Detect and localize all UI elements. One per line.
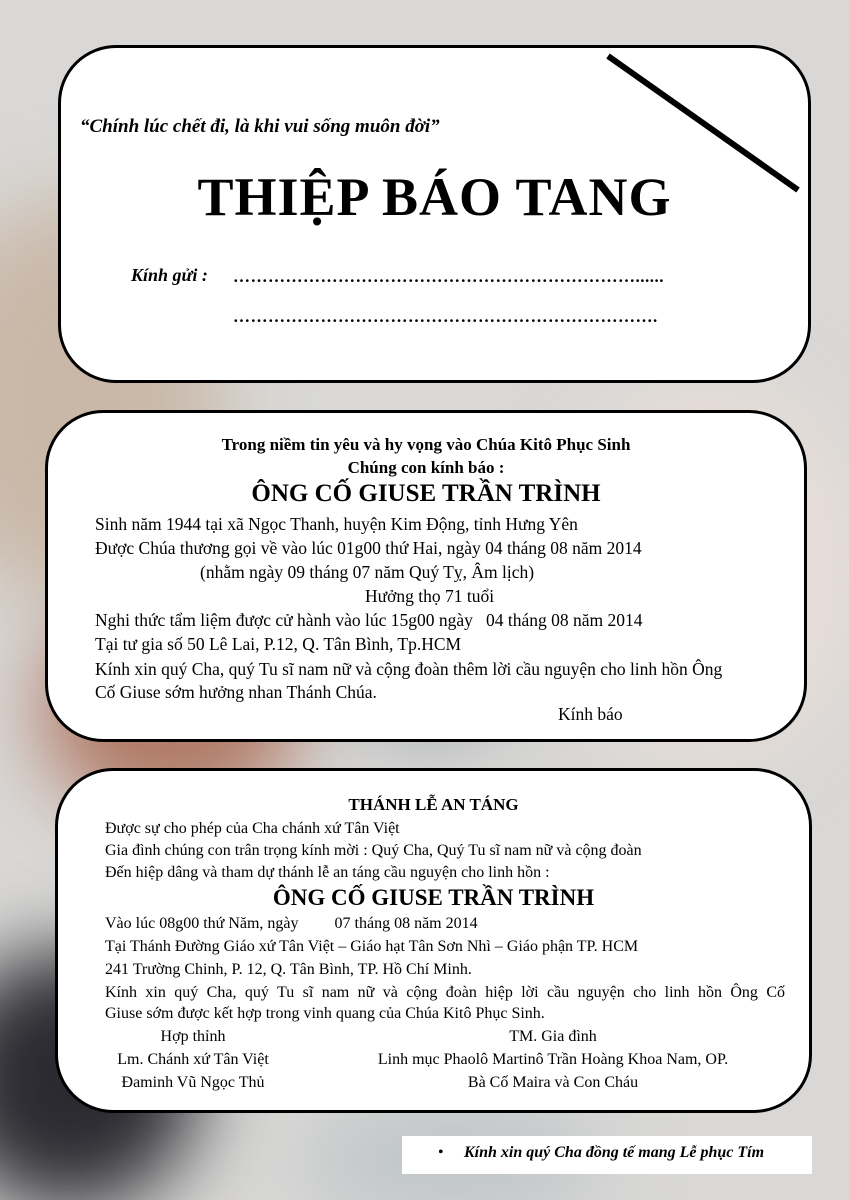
mass-place: Tại Thánh Đường Giáo xứ Tân Việt – Giáo hạt Tân Sơn Nhì – Giáo phận TP. HCM (105, 938, 639, 955)
deceased-name: ÔNG CỐ GIUSE TRẦN TRÌNH (251, 480, 601, 507)
birth-line: Sinh năm 1944 tại xã Ngọc Thanh, huyện Kim Động, tỉnh Hưng Yên (95, 514, 578, 534)
notice-line: Chúng con kính báo : (347, 458, 505, 477)
footer-note (402, 1136, 812, 1174)
mass-time: Vào lúc 08g00 thứ Năm, ngày 07 tháng 08 năm 2014 (105, 915, 478, 932)
prayer-line: Kính xin quý Cha, quý Tu sĩ nam nữ và cộng đoàn hiệp lời cầu nguyện cho linh hồn Ông Cố (105, 984, 785, 1001)
attend-line: Đến hiệp dâng và tham dự thánh lễ an táng cầu nguyện cho linh hồn : (105, 864, 550, 881)
recipient-line: ………………………………………………………………. (233, 307, 658, 326)
footer-text: Kính xin quý Cha đồng tế mang Lễ phục Tím (464, 1144, 765, 1161)
card-title: THIỆP BÁO TANG (197, 167, 672, 227)
mass-address: 241 Trường Chinh, P. 12, Q. Tân Bình, TP. Hồ Chí Minh. (105, 961, 472, 978)
lunar-date: (nhằm ngày 09 tháng 07 năm Quý Tỵ, Âm lịch) (200, 562, 535, 582)
family-title: TM. Gia đình (509, 1028, 597, 1045)
prayer-line: Cố Giuse sớm hưởng nhan Thánh Chúa. (95, 682, 377, 702)
intro-line: Trong niềm tin yêu và hy vọng vào Chúa Kitô Phục Sinh (221, 435, 631, 454)
age-line: Hưởng thọ 71 tuổi (365, 586, 495, 606)
family-priest: Linh mục Phaolô Martinô Trần Hoàng Khoa Nam, OP. (377, 1051, 729, 1068)
officiant-role: Lm. Chánh xứ Tân Việt (117, 1051, 269, 1068)
funeral-mass-card (55, 768, 812, 1113)
recipient-line: ……………………………………………………………...... (233, 267, 664, 286)
family-block (353, 1025, 753, 1094)
officiant-block (98, 1025, 288, 1094)
mass-heading: THÁNH LỄ AN TÁNG (348, 795, 519, 814)
prayer-line: Kính xin quý Cha, quý Tu sĩ nam nữ và cộng đoàn thêm lời cầu nguyện cho linh hồn Ông (95, 659, 723, 679)
family-members: Bà Cố Maira và Con Cháu (467, 1074, 639, 1091)
permission-line: Được sự cho phép của Cha chánh xứ Tân Việt (105, 820, 400, 837)
recipient-label: Kính gửi : (131, 265, 208, 285)
closing: Kính báo (558, 704, 623, 724)
bullet-icon: • (438, 1144, 444, 1161)
prayer-line: Giuse sớm được kết hợp trong vinh quang của Chúa Kitô Phục Sinh. (105, 1005, 545, 1022)
header-card (58, 45, 811, 383)
officiant-title: Hợp thỉnh (160, 1028, 226, 1045)
deceased-name: ÔNG CỐ GIUSE TRẦN TRÌNH (272, 885, 595, 910)
invite-line: Gia đình chúng con trân trọng kính mời : Quý Cha, Quý Tu sĩ nam nữ và cộng đoàn (105, 842, 642, 859)
officiant-name: Đaminh Vũ Ngọc Thủ (121, 1074, 265, 1091)
announcement-card (45, 410, 807, 742)
ceremony-line: Nghi thức tẩm liệm được cử hành vào lúc 15g00 ngày 04 tháng 08 năm 2014 (95, 610, 643, 630)
death-line: Được Chúa thương gọi về vào lúc 01g00 thứ Hai, ngày 04 tháng 08 năm 2014 (95, 538, 642, 558)
quote: “Chính lúc chết đi, là khi vui sống muôn đời” (80, 116, 440, 137)
residence-line: Tại tư gia số 50 Lê Lai, P.12, Q. Tân Bình, Tp.HCM (95, 634, 462, 654)
